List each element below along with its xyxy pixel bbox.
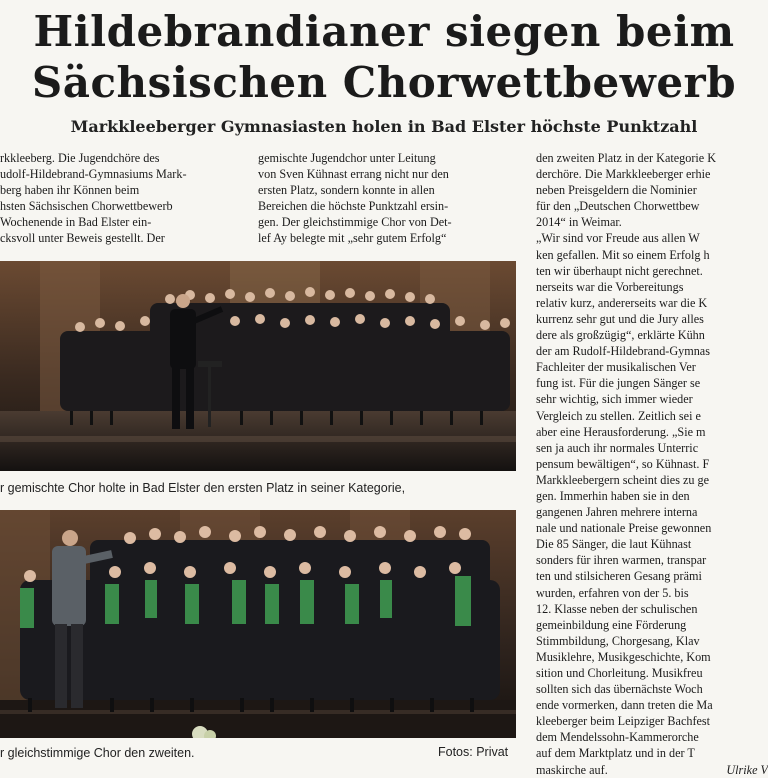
column-3-line: pensum bewältigen“, so Kühnast. F [536,456,710,471]
column-1-line: hsten Sächsischen Chorwettbewerb [0,199,173,214]
photo-2-caption: r gleichstimmige Chor den zweiten. [0,746,195,760]
column-2 [258,150,516,247]
column-3-line: ten und stilsicheren Gesang prämi [536,569,702,584]
article-subheadline: Markkleeberger Gymnasiasten holen in Bad Elster höchste Punktzahl [70,117,698,136]
column-3-line: kleeberger beim Leipziger Bachfest [536,714,711,729]
author-byline: Ulrike V [726,762,768,777]
column-3-line: gen. Immerhin haben sie in den [536,488,690,503]
column-3-line: relativ kurz, andererseits war die K [536,295,708,310]
column-3-line: ken gefallen. Mit so einem Erfolg h [536,247,710,262]
column-3-line: der am Rudolf-Hildebrand-Gymnas [536,344,710,359]
column-3-line: gemeinbildung eine Förderung [536,617,687,632]
column-3-line: 12. Klasse neben der schulischen [536,601,698,616]
column-1 [0,150,238,247]
column-3-line: fung ist. Für die jungen Sänger se [536,376,701,391]
column-2-line: ersten Platz, sondern konnte in allen [258,183,435,198]
column-3-line: maskirche auf. [536,762,608,777]
column-3-line: Vergleich zu stellen. Zeitlich sei e [536,408,701,423]
photo-credit: Fotos: Privat [438,745,509,759]
column-3-line: Die 85 Sänger, die laut Kühnast [536,537,692,552]
column-3-line: gangenen Jahren mehrere interna [536,505,698,520]
column-3-line: derchöre. Die Markkleeberger erhie [536,167,711,182]
column-1-line: Wochenende in Bad Elster ein- [0,215,152,230]
column-2-line: lef Ay belegte mit „sehr gutem Erfolg“ [258,231,447,246]
column-2-line: gemischte Jugendchor unter Leitung [258,151,436,165]
column-3-line: sonders für ihren warmen, transpar [536,553,707,568]
column-3-line: Fachleiter der musikalischen Ver [536,360,696,375]
column-3-line: sition und Chorleitung. Musikfreu [536,666,703,680]
column-3-line: „Wir sind vor Freude aus allen W [536,231,700,246]
column-3-line: auf dem Marktplatz und in der T [536,746,695,761]
photo-equal-voice-choir-image [0,510,516,738]
column-3 [536,150,768,778]
column-3-last-line [536,762,768,778]
column-2-line: Bereichen die höchste Punktzahl ersin- [258,199,449,214]
column-3-line: aber eine Herausforderung. „Sie m [536,424,706,439]
photo-mixed-choir [0,261,516,471]
photo-mixed-choir-image [0,261,516,471]
column-3-line: dere als großzügig“, erklärte Kühn [536,328,705,343]
column-3-line: 2014“ in Weimar. [536,215,622,230]
column-3-line: nale und nationale Preise gewonnen [536,521,712,536]
column-3-line: Markkleebergern scheint dies zu ge [536,472,710,487]
column-3-line: kurrenz sehr gut und die Jury alles [536,311,704,326]
column-2-line: gen. Der gleichstimmige Chor von Det- [258,215,452,230]
column-2-line: von Sven Kühnast errang nicht nur den [258,167,449,182]
column-3-line: den zweiten Platz in der Kategorie K [536,151,717,165]
column-3-line: Stimmbildung, Chorgesang, Klav [536,633,700,648]
column-3-line: Musiklehre, Musikgeschichte, Kom [536,649,711,664]
column-3-line: sollten sich das übernächste Woch [536,682,703,697]
column-3-line: sehr wichtig, sich immer wieder [536,392,693,407]
headline-line-1: Hildebrandianer siegen beim [33,7,735,56]
column-3-line: ende vormerken, dann treten die Ma [536,698,713,713]
column-3-line: sen ja auch ihr normales Unterric [536,440,699,455]
headline-line-2: Sächsischen Chorwettbewerb [31,58,737,107]
article-headline [0,4,768,106]
photo-equal-voice-choir [0,510,516,738]
column-3-line: nerseits war die Vorbereitungs [536,279,684,294]
column-3-line: wurden, erfahren von der 5. bis [536,585,689,600]
column-1-line: cksvoll unter Beweis gestellt. Der [0,231,165,246]
column-3-line: dem Mendelssohn-Kammerorche [536,730,699,745]
column-1-line: udolf-Hildebrand-Gymnasiums Mark- [0,167,187,182]
column-3-line: ten wir überhaupt nicht gerechnet. [536,263,703,278]
column-1-line: berg haben ihr Können beim [0,183,140,198]
column-3-line: neben Preisgeldern die Nominier [536,183,697,198]
column-3-line: für den „Deutschen Chorwettbew [536,199,700,214]
column-1-line: rkkleeberg. Die Jugendchöre des [0,151,160,165]
photo-1-caption: r gemischte Chor holte in Bad Elster den ersten Platz in seiner Kategorie, [0,481,406,495]
